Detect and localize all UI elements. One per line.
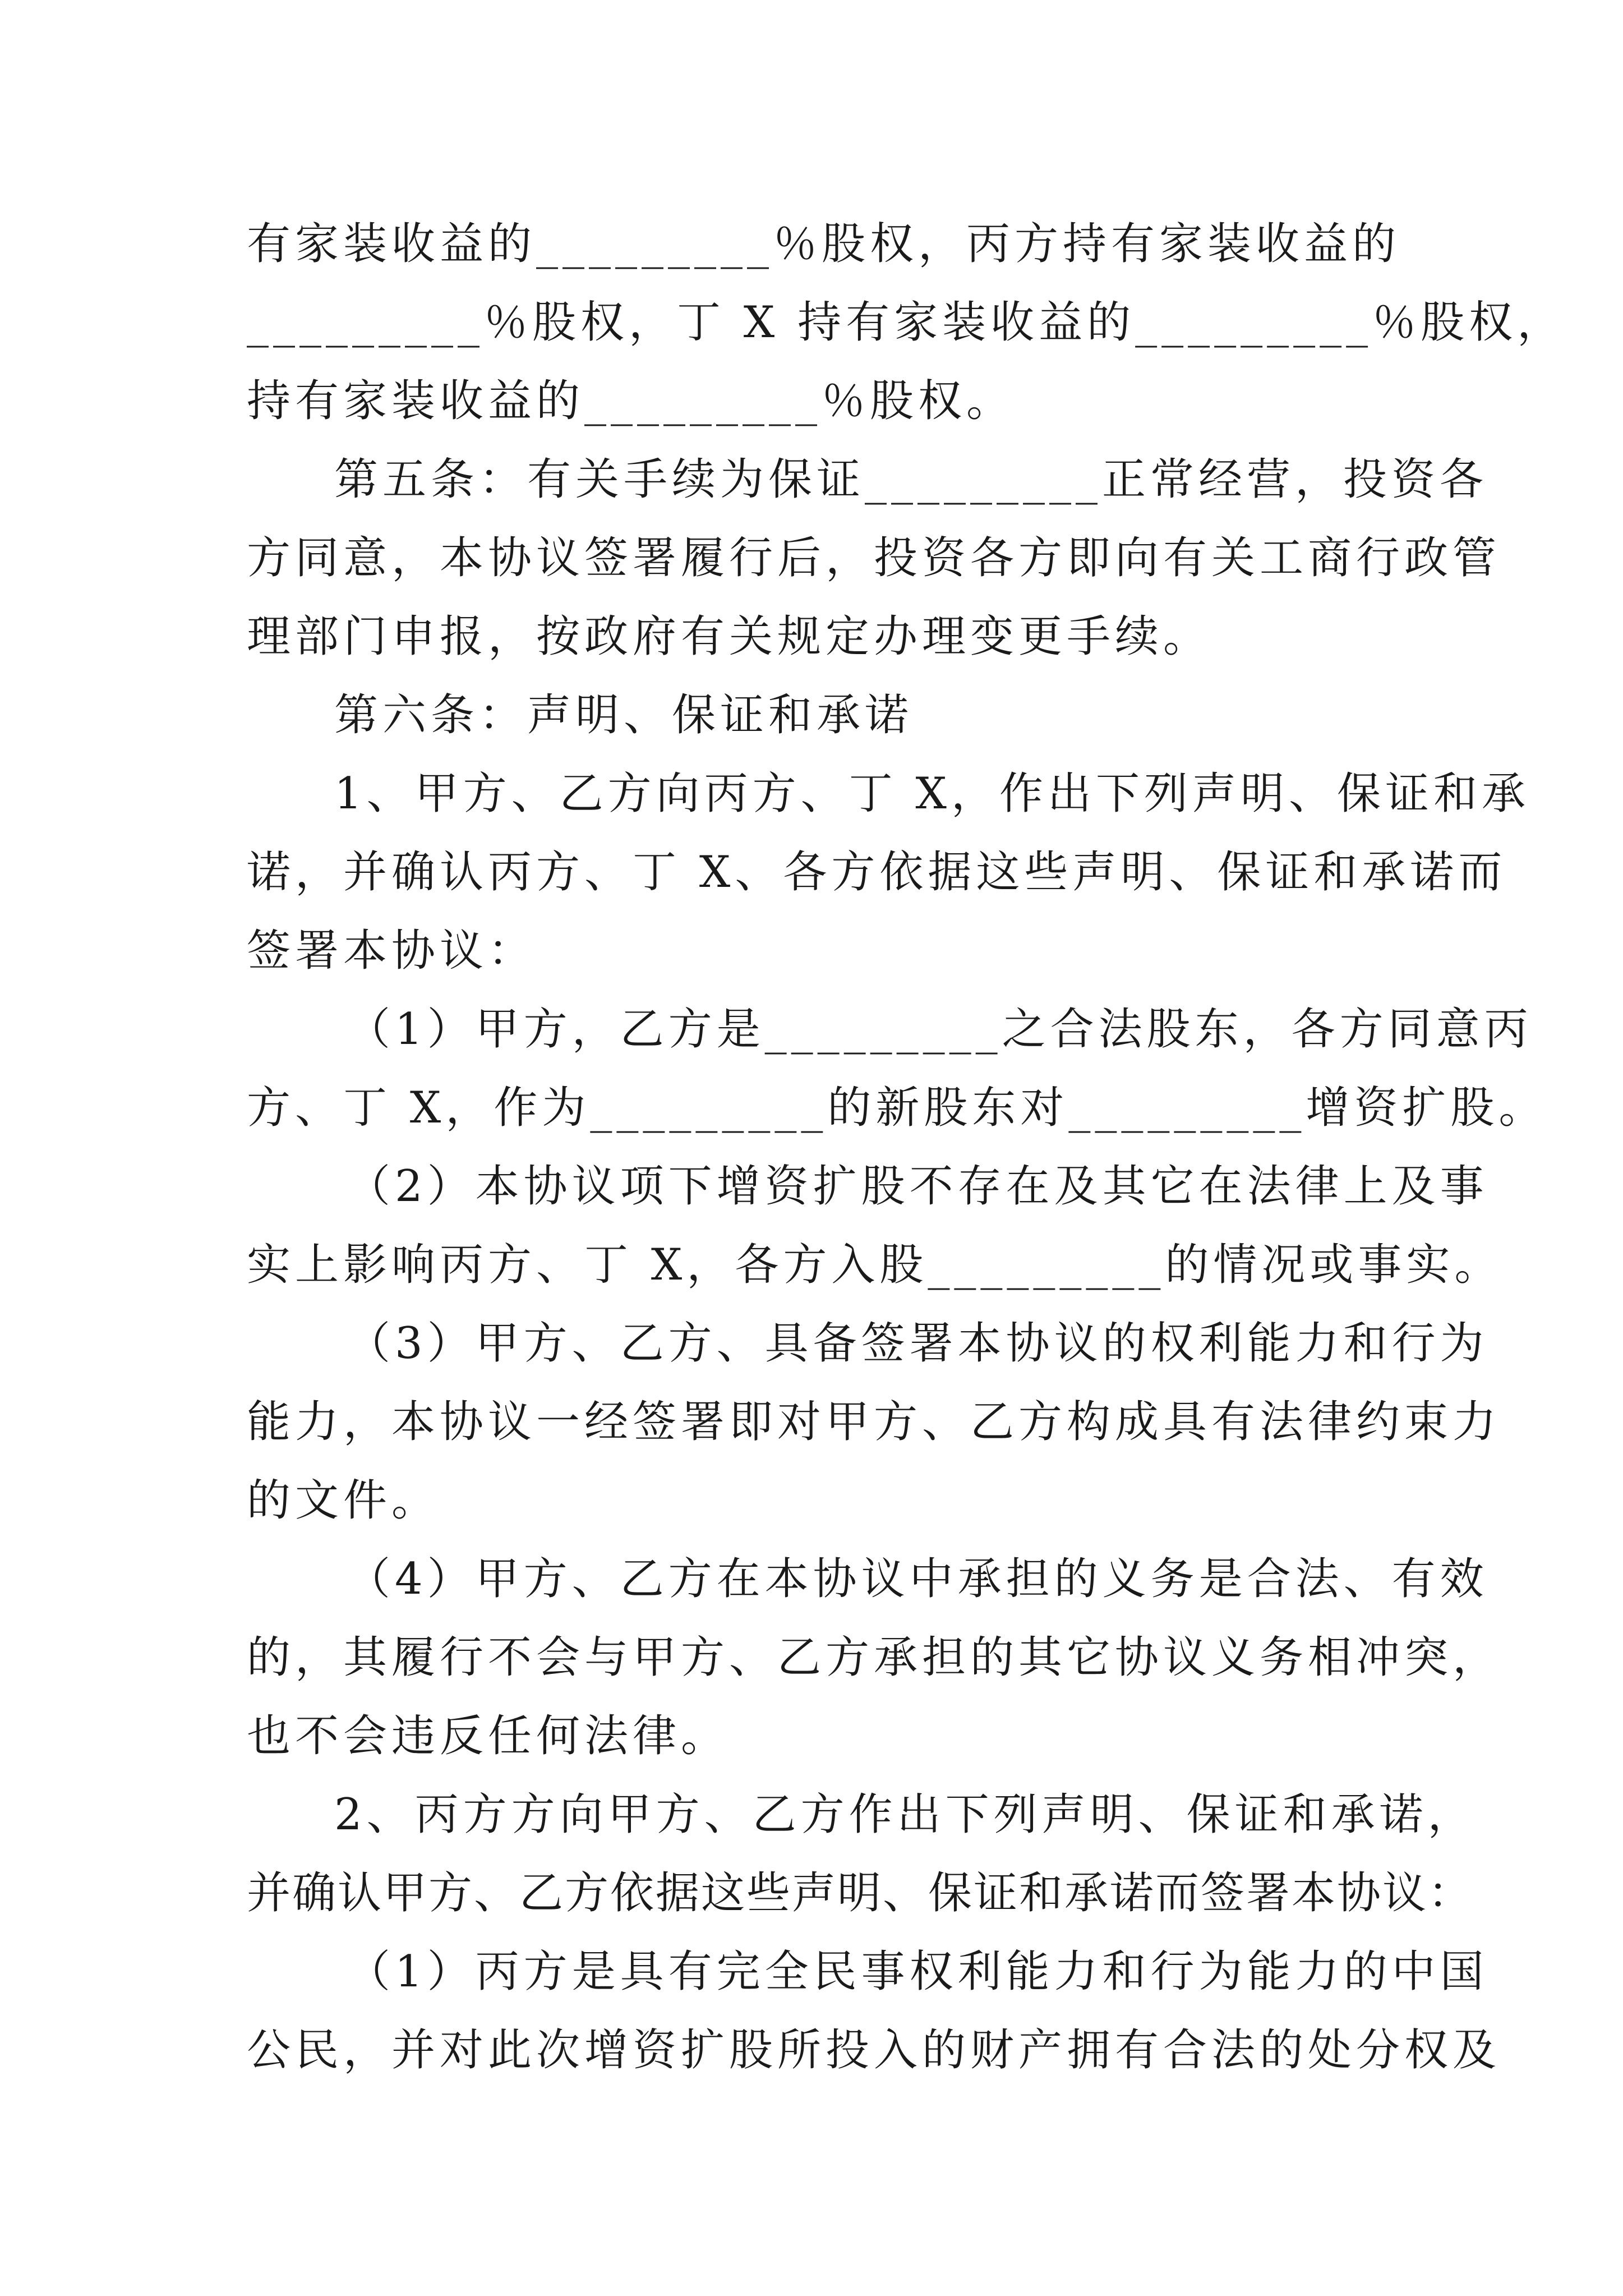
text-line: 的，其履行不会与甲方、乙方承担的其它协议义务相冲突， — [247, 1632, 1501, 1683]
text-line: 也不会违反任何法律。 — [247, 1711, 730, 1761]
text-line: 公民，并对此次增资扩股所投入的财产拥有合法的处分权及 — [247, 2025, 1501, 2076]
text-line: _________％股权，丁 X 持有家装收益的_________％股权， — [247, 297, 1566, 348]
text-line: 诺，并确认丙方、丁 X、各方依据这些声明、保证和承诺而 — [247, 847, 1507, 898]
text-line: 2、丙方方向甲方、乙方作出下列声明、保证和承诺， — [334, 1789, 1476, 1840]
text-line: 理部门申报，按政府有关规定办理变更手续。 — [247, 611, 1212, 662]
text-line: 方、丁 X，作为_________的新股东对_________增资扩股。 — [247, 1083, 1547, 1133]
text-line: 1、甲方、乙方向丙方、丁 X，作出下列声明、保证和承 — [334, 769, 1530, 819]
text-line: 签署本协议： — [247, 926, 537, 976]
text-line: 持有家装收益的_________％股权。 — [247, 376, 1015, 426]
text-line: （4）甲方、乙方在本协议中承担的义务是合法、有效 — [347, 1554, 1488, 1604]
text-line: 的文件。 — [247, 1475, 440, 1526]
text-line: （2）本协议项下增资扩股不存在及其它在法律上及事 — [347, 1161, 1488, 1212]
text-line: 方同意，本协议签署履行后，投资各方即向有关工商行政管 — [247, 533, 1501, 583]
text-line: 有家装收益的_________％股权，丙方持有家装收益的 — [247, 219, 1401, 269]
text-line: 第五条：有关手续为保证_________正常经营，投资各 — [334, 454, 1488, 505]
text-line: 并确认甲方、乙方依据这些声明、保证和承诺而签署本协议： — [247, 1868, 1474, 1918]
text-line: （3）甲方、乙方、具备签署本协议的权利能力和行为 — [347, 1318, 1488, 1369]
section-heading: 第六条：声明、保证和承诺 — [334, 690, 914, 740]
text-line: （1）甲方，乙方是_________之合法股东，各方同意丙 — [347, 1004, 1533, 1055]
text-line: 实上影响丙方、丁 X，各方入股_________的情况或事实。 — [247, 1240, 1503, 1290]
text-line: 能力，本协议一经签署即对甲方、乙方构成具有法律约束力 — [247, 1397, 1501, 1447]
text-line: （1）丙方是具有完全民事权利能力和行为能力的中国 — [347, 1947, 1488, 1997]
